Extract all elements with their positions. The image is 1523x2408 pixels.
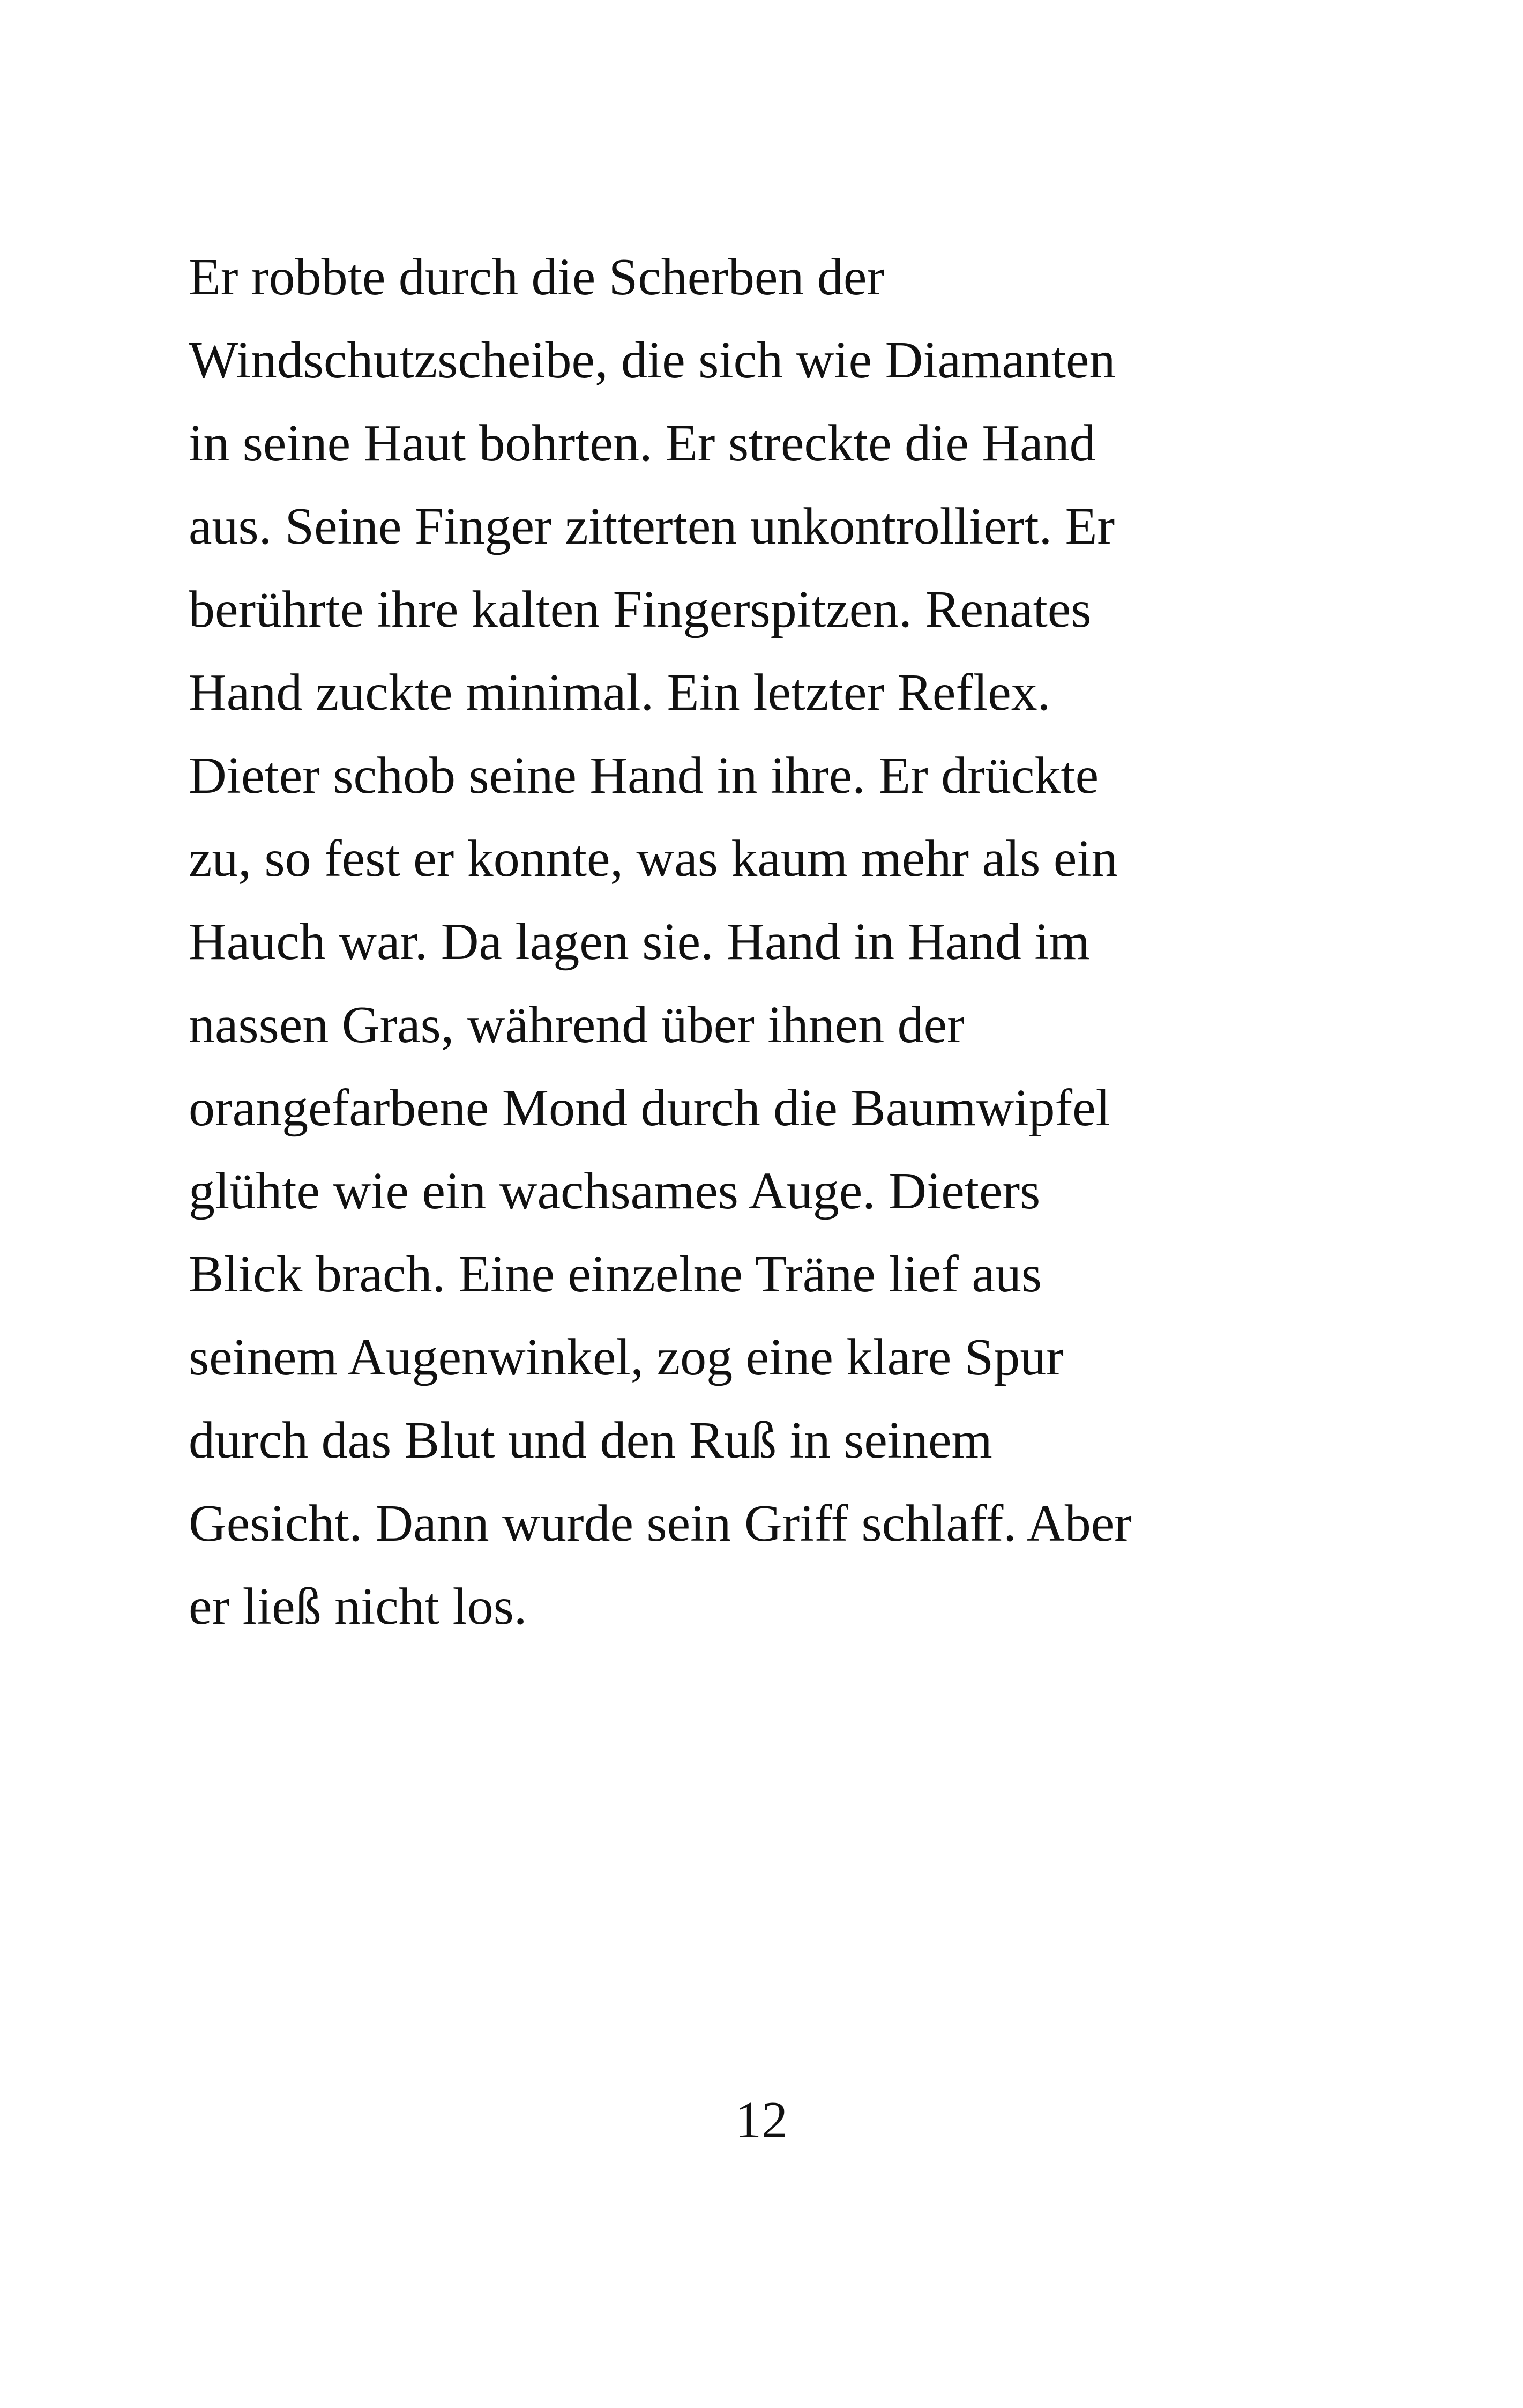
body-paragraph — [189, 236, 1341, 1648]
text-line: durch das Blut und den Ruß in seinem — [189, 1411, 992, 1469]
text-line: er ließ nicht los. — [189, 1578, 527, 1636]
text-line: nassen Gras, während über ihnen der — [189, 996, 965, 1054]
text-line: Hauch war. Da lagen sie. Hand in Hand im — [189, 913, 1090, 971]
text-line: Dieter schob seine Hand in ihre. Er drückte — [189, 747, 1099, 805]
text-line: seinem Augenwinkel, zog eine klare Spur — [189, 1328, 1064, 1386]
text-line: Blick brach. Eine einzelne Träne lief aus — [189, 1245, 1042, 1303]
text-line: aus. Seine Finger zitterten unkontrolliert. Er — [189, 497, 1115, 555]
text-line: berührte ihre kalten Fingerspitzen. Renates — [189, 581, 1092, 638]
text-line: zu, so fest er konnte, was kaum mehr als ein — [189, 830, 1118, 888]
text-line: orangefarbene Mond durch die Baumwipfel — [189, 1079, 1110, 1137]
text-line: Er robbte durch die Scherben der — [189, 248, 884, 306]
text-line: glühte wie ein wachsames Auge. Dieters — [189, 1162, 1041, 1220]
text-line: in seine Haut bohrten. Er streckte die Hand — [189, 414, 1096, 472]
page-number: 12 — [735, 2091, 788, 2149]
text-line: Windschutzscheibe, die sich wie Diamanten — [189, 331, 1116, 389]
text-line: Hand zuckte minimal. Ein letzter Reflex. — [189, 664, 1051, 722]
text-line: Gesicht. Dann wurde sein Griff schlaff. Aber — [189, 1495, 1132, 1552]
